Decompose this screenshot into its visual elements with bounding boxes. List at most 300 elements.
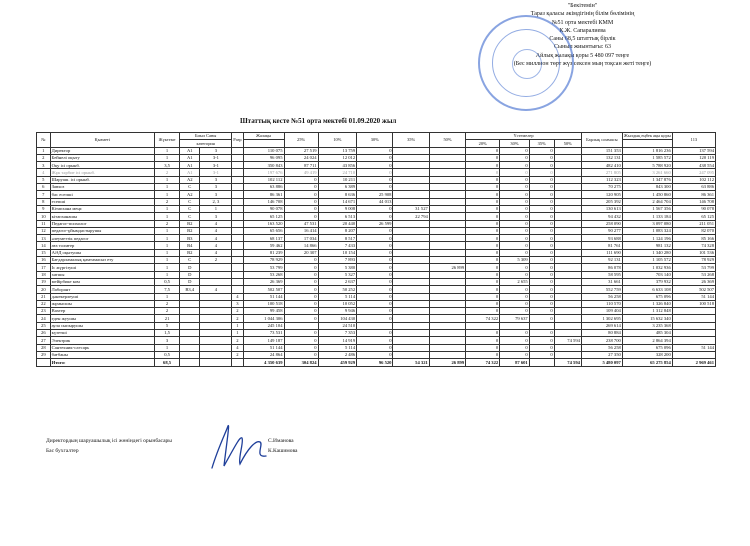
table-cell: 27 519 bbox=[284, 147, 318, 154]
table-cell bbox=[429, 315, 465, 322]
table-cell: 86 361 bbox=[672, 191, 715, 198]
table-cell: 2 bbox=[155, 220, 180, 227]
table-cell: 73 531 bbox=[243, 330, 284, 337]
table-row bbox=[37, 169, 716, 176]
table-cell: 1 bbox=[232, 322, 243, 329]
table-cell: 1 bbox=[200, 205, 232, 212]
col-salary-header: Жалақы bbox=[243, 133, 284, 140]
table-cell: 0 bbox=[466, 257, 500, 264]
table-cell: 2 bbox=[232, 308, 243, 315]
total-cell bbox=[200, 359, 232, 366]
table-cell: 7 bbox=[37, 191, 51, 198]
table-cell: 65 656 bbox=[243, 227, 284, 234]
table-cell: 0 bbox=[466, 162, 500, 169]
table-cell: 0 bbox=[357, 257, 393, 264]
table-row bbox=[37, 315, 716, 322]
table-cell: 211 051 bbox=[672, 220, 715, 227]
table-cell: 51 144 bbox=[672, 293, 715, 300]
total-cell: 96 520 bbox=[357, 359, 393, 366]
table-cell: 2 bbox=[155, 300, 180, 307]
table-cell: 90 277 bbox=[581, 227, 622, 234]
table-cell: 0 bbox=[284, 198, 318, 205]
table-cell: 70 275 bbox=[581, 184, 622, 191]
table-cell: 63 886 bbox=[672, 184, 715, 191]
table-cell: 44 013 bbox=[357, 198, 393, 205]
table-cell bbox=[554, 227, 581, 234]
table-cell: 0 bbox=[357, 315, 393, 322]
table-cell: 0 bbox=[357, 176, 393, 183]
table-cell bbox=[180, 344, 200, 351]
signatory-accountant-title: Бас бухгалтер bbox=[46, 448, 79, 454]
table-cell: 0 bbox=[500, 198, 530, 205]
table-row bbox=[37, 184, 716, 191]
table-cell: 0 bbox=[529, 191, 554, 198]
table-cell bbox=[429, 162, 465, 169]
table-cell bbox=[429, 191, 465, 198]
table-cell: 0 bbox=[466, 184, 500, 191]
table-cell: 552 759 bbox=[581, 286, 622, 293]
table-cell bbox=[672, 351, 715, 358]
table-cell: D bbox=[180, 278, 200, 285]
table-cell bbox=[554, 300, 581, 307]
table-cell: 16 414 bbox=[284, 227, 318, 234]
table-row bbox=[37, 308, 716, 315]
table-cell: 0 bbox=[357, 300, 393, 307]
table-cell: 2 bbox=[155, 169, 180, 176]
table-row bbox=[37, 264, 716, 271]
table-cell: 0 bbox=[529, 198, 554, 205]
table-cell: 28 bbox=[37, 344, 51, 351]
table-cell: 0 bbox=[466, 293, 500, 300]
table-cell: 2 bbox=[155, 198, 180, 205]
table-cell: 26 599 bbox=[357, 220, 393, 227]
table-cell: A2 bbox=[180, 176, 200, 183]
table-cell bbox=[232, 264, 243, 271]
table-cell: 16 bbox=[37, 257, 51, 264]
table-cell: 109 404 bbox=[581, 308, 622, 315]
col-annual-sub-header bbox=[622, 140, 672, 147]
table-cell: 0 bbox=[529, 227, 554, 234]
table-cell bbox=[393, 147, 429, 154]
table-cell bbox=[554, 271, 581, 278]
table-cell bbox=[232, 257, 243, 264]
table-cell: 0 bbox=[500, 235, 530, 242]
signatory-name-deputy: С.Иманова bbox=[268, 438, 294, 444]
table-cell bbox=[554, 293, 581, 300]
table-cell: 104 430 bbox=[318, 315, 357, 322]
total-cell: Итого: bbox=[50, 359, 154, 366]
table-cell bbox=[393, 351, 429, 358]
table-cell: 485 304 bbox=[622, 330, 672, 337]
staff-table bbox=[36, 132, 716, 367]
table-cell bbox=[232, 184, 243, 191]
table-cell: бағбаны bbox=[50, 351, 154, 358]
table-cell: 2 bbox=[232, 315, 243, 322]
table-cell: 11 bbox=[37, 220, 51, 227]
table-cell: 0 bbox=[500, 154, 530, 161]
table-cell: 85 166 bbox=[672, 235, 715, 242]
table-row bbox=[37, 249, 716, 256]
table-cell bbox=[429, 351, 465, 358]
table-cell bbox=[429, 322, 465, 329]
handwritten-signature bbox=[204, 418, 274, 478]
table-cell: 9 008 bbox=[318, 205, 357, 212]
table-cell bbox=[393, 278, 429, 285]
table-cell bbox=[393, 293, 429, 300]
table-cell: 0 bbox=[284, 286, 318, 293]
table-cell bbox=[672, 337, 715, 344]
table-cell: 5 bbox=[37, 176, 51, 183]
table-cell: Педагог-психолог bbox=[50, 220, 154, 227]
table-row bbox=[37, 293, 716, 300]
table-cell: 0 bbox=[357, 242, 393, 249]
table-row bbox=[37, 351, 716, 358]
table-row bbox=[37, 271, 716, 278]
table-cell bbox=[393, 271, 429, 278]
table-cell: 3 bbox=[155, 337, 180, 344]
table-cell bbox=[393, 242, 429, 249]
table-cell bbox=[554, 330, 581, 337]
col-category-sub-header: категория bbox=[180, 140, 232, 147]
table-row bbox=[37, 147, 716, 154]
table-cell: 43 856 bbox=[318, 162, 357, 169]
table-cell: 379 932 bbox=[622, 278, 672, 285]
table-cell: 3 bbox=[232, 300, 243, 307]
table-cell: 4 bbox=[232, 344, 243, 351]
table-cell: 0 bbox=[529, 257, 554, 264]
table-cell: 53 799 bbox=[672, 264, 715, 271]
table-cell: 1 585 572 bbox=[622, 154, 672, 161]
table-cell bbox=[232, 154, 243, 161]
table-cell bbox=[554, 322, 581, 329]
table-cell: Бағдарламалық қамтамасыз ету bbox=[50, 257, 154, 264]
table-cell: 675 096 bbox=[622, 344, 672, 351]
table-row bbox=[37, 227, 716, 234]
total-cell: 4 350 639 bbox=[243, 359, 284, 366]
table-cell: 1 bbox=[155, 147, 180, 154]
table-cell bbox=[200, 308, 232, 315]
table-cell: 0 bbox=[500, 162, 530, 169]
col-total-header: Барлық соммасы bbox=[581, 133, 622, 148]
col-a20-header: 20% bbox=[466, 140, 500, 147]
table-cell: 2 464 704 bbox=[622, 198, 672, 205]
table-cell: 0 bbox=[357, 162, 393, 169]
table-cell: 1 450 860 bbox=[622, 191, 672, 198]
table-cell: 0 bbox=[284, 191, 318, 198]
table-cell: 1 bbox=[155, 257, 180, 264]
table-cell bbox=[232, 162, 243, 169]
table-cell: 0 bbox=[357, 249, 393, 256]
table-cell bbox=[393, 344, 429, 351]
table-cell: 0 bbox=[466, 337, 500, 344]
table-cell bbox=[429, 330, 465, 337]
table-cell: 0 bbox=[466, 235, 500, 242]
col-25-header: 25% bbox=[284, 133, 318, 148]
signatory-name-accountant: К.Кашимова bbox=[268, 448, 298, 454]
table-cell: A1 bbox=[180, 154, 200, 161]
table-cell: 58 595 bbox=[581, 271, 622, 278]
table-cell: 7,5 bbox=[155, 286, 180, 293]
table-cell bbox=[554, 242, 581, 249]
table-cell: 59 462 bbox=[243, 242, 284, 249]
table-cell bbox=[232, 271, 243, 278]
table-cell: 0 bbox=[357, 337, 393, 344]
table-cell: 5 788 920 bbox=[622, 162, 672, 169]
table-cell: 502 507 bbox=[243, 286, 284, 293]
table-cell bbox=[232, 147, 243, 154]
table-cell: 0 bbox=[357, 227, 393, 234]
table-cell: 12 bbox=[37, 227, 51, 234]
table-cell: 87 711 bbox=[284, 162, 318, 169]
table-cell: A2 bbox=[180, 191, 200, 198]
table-cell: 2, 3 bbox=[200, 198, 232, 205]
table-cell: 0 bbox=[357, 293, 393, 300]
table-cell: 0 bbox=[529, 249, 554, 256]
table-cell bbox=[180, 337, 200, 344]
table-cell bbox=[554, 169, 581, 176]
table-cell: C bbox=[180, 205, 200, 212]
table-cell: 2 bbox=[37, 154, 51, 161]
official-stamp bbox=[478, 15, 574, 111]
table-cell: 49 419 bbox=[284, 169, 318, 176]
table-cell: 258 090 bbox=[581, 220, 622, 227]
table-cell: 0,5 bbox=[155, 278, 180, 285]
table-cell: 3 bbox=[200, 147, 232, 154]
table-row bbox=[37, 242, 716, 249]
table-cell: 271 805 bbox=[581, 169, 622, 176]
table-cell: 63 886 bbox=[243, 184, 284, 191]
table-cell: 99 458 bbox=[243, 308, 284, 315]
table-cell: 1 bbox=[155, 176, 180, 183]
total-cell: 459 929 bbox=[318, 359, 357, 366]
table-cell: 205 392 bbox=[581, 198, 622, 205]
table-cell: аға толмғер bbox=[50, 242, 154, 249]
approval-line: "Бекітемін" bbox=[567, 3, 598, 9]
table-cell bbox=[672, 330, 715, 337]
table-cell: 130 613 bbox=[581, 205, 622, 212]
table-cell bbox=[554, 191, 581, 198]
table-cell bbox=[429, 242, 465, 249]
table-row bbox=[37, 154, 716, 161]
table-cell: Директор bbox=[50, 147, 154, 154]
table-cell bbox=[429, 205, 465, 212]
total-cell: 26 899 bbox=[429, 359, 465, 366]
table-cell bbox=[232, 220, 243, 227]
table-cell: 0 bbox=[284, 257, 318, 264]
table-cell: 675 096 bbox=[622, 293, 672, 300]
table-cell bbox=[180, 322, 200, 329]
col-35-header: 35% bbox=[393, 133, 429, 148]
table-cell bbox=[554, 205, 581, 212]
table-cell: 0 bbox=[500, 300, 530, 307]
table-cell bbox=[232, 205, 243, 212]
table-cell bbox=[232, 227, 243, 234]
table-cell: 111 690 bbox=[581, 249, 622, 256]
table-cell: 3-1 bbox=[200, 169, 232, 176]
table-cell: 7 353 bbox=[318, 330, 357, 337]
total-cell: 304 824 bbox=[284, 359, 318, 366]
table-cell bbox=[180, 293, 200, 300]
table-cell: Жұк тәрбие ісі орынб. bbox=[50, 169, 154, 176]
table-cell bbox=[393, 198, 429, 205]
table-total-row bbox=[37, 359, 716, 366]
table-cell bbox=[554, 308, 581, 315]
table-cell bbox=[232, 286, 243, 293]
table-cell: 1 340 280 bbox=[622, 249, 672, 256]
table-cell: 15 bbox=[37, 249, 51, 256]
table-cell: 0 bbox=[529, 264, 554, 271]
table-cell: 1 302 695 bbox=[581, 315, 622, 322]
table-cell: 110 570 bbox=[581, 300, 622, 307]
table-cell: 0 bbox=[500, 184, 530, 191]
table-cell: 24 864 bbox=[243, 351, 284, 358]
table-cell bbox=[393, 169, 429, 176]
table-cell: 238 700 bbox=[581, 337, 622, 344]
table-cell: 120 905 bbox=[581, 191, 622, 198]
table-cell: 56 258 bbox=[581, 293, 622, 300]
table-cell: B2 bbox=[180, 249, 200, 256]
table-cell bbox=[180, 315, 200, 322]
table-cell: B2 bbox=[180, 220, 200, 227]
table-cell bbox=[554, 278, 581, 285]
table-cell: 26 369 bbox=[672, 278, 715, 285]
table-cell bbox=[393, 184, 429, 191]
table-cell bbox=[429, 213, 465, 220]
approval-line: К.Ж. Сапаралиева bbox=[559, 27, 606, 34]
table-cell bbox=[180, 351, 200, 358]
table-cell: 100 518 bbox=[672, 300, 715, 307]
table-cell: 25 908 bbox=[357, 191, 393, 198]
table-cell bbox=[429, 147, 465, 154]
table-cell: 703 140 bbox=[622, 271, 672, 278]
table-cell: педагог-ұйымдастырушы bbox=[50, 227, 154, 234]
table-cell: 0 bbox=[529, 184, 554, 191]
table-cell: 151 353 bbox=[581, 147, 622, 154]
table-cell: бас есепші bbox=[50, 191, 154, 198]
table-cell: 1 133 184 bbox=[622, 213, 672, 220]
table-cell: 0 bbox=[529, 330, 554, 337]
table-cell: 12 012 bbox=[318, 154, 357, 161]
table-cell: 482 410 bbox=[581, 162, 622, 169]
table-cell: 3 261 660 bbox=[622, 169, 672, 176]
table-cell: 24 024 bbox=[284, 154, 318, 161]
table-cell bbox=[232, 242, 243, 249]
table-cell bbox=[200, 278, 232, 285]
table-row bbox=[37, 235, 716, 242]
col-10-header: 10% bbox=[318, 133, 357, 148]
table-cell bbox=[554, 249, 581, 256]
table-cell: 0 bbox=[529, 220, 554, 227]
table-cell: 17 034 bbox=[284, 235, 318, 242]
table-cell: 3 bbox=[200, 176, 232, 183]
table-cell: A1 bbox=[180, 162, 200, 169]
table-cell: 1 bbox=[155, 242, 180, 249]
col-113-header: 113 bbox=[672, 133, 715, 148]
table-cell: 247 095 bbox=[672, 169, 715, 176]
table-cell: 102 112 bbox=[243, 176, 284, 183]
table-cell: 1 326 840 bbox=[622, 300, 672, 307]
table-cell: 0 bbox=[284, 278, 318, 285]
table-cell: B3 bbox=[180, 235, 200, 242]
table-cell: 0 bbox=[284, 205, 318, 212]
table-cell: 0 bbox=[529, 315, 554, 322]
table-cell: 0 bbox=[500, 286, 530, 293]
table-cell bbox=[554, 344, 581, 351]
table-cell: 4 bbox=[200, 227, 232, 234]
table-cell: 6 633 108 bbox=[622, 286, 672, 293]
table-cell: 0 bbox=[500, 242, 530, 249]
approval-line: Айлық жалақы қоры 5 480 097 теңге bbox=[535, 52, 630, 59]
table-cell bbox=[393, 257, 429, 264]
table-row bbox=[37, 337, 716, 344]
table-cell: 1 567 356 bbox=[622, 205, 672, 212]
table-cell: 3 235 368 bbox=[622, 322, 672, 329]
table-cell bbox=[200, 337, 232, 344]
table-cell: 26 369 bbox=[243, 278, 284, 285]
table-cell: 19 bbox=[37, 278, 51, 285]
table-row bbox=[37, 220, 716, 227]
table-cell: 0 bbox=[529, 308, 554, 315]
table-cell: 2 864 394 bbox=[622, 337, 672, 344]
table-cell bbox=[500, 322, 530, 329]
table-cell bbox=[429, 271, 465, 278]
table-cell: 2 655 bbox=[500, 278, 530, 285]
table-row bbox=[37, 205, 716, 212]
table-cell: 0 bbox=[357, 278, 393, 285]
table-cell: 0 bbox=[357, 271, 393, 278]
table-cell: 56 258 bbox=[581, 344, 622, 351]
table-cell: 1 bbox=[155, 235, 180, 242]
table-cell bbox=[180, 308, 200, 315]
table-cell bbox=[393, 322, 429, 329]
table-cell: 74 322 bbox=[466, 315, 500, 322]
table-cell: 7 893 bbox=[318, 257, 357, 264]
table-cell: 21 bbox=[155, 315, 180, 322]
table-cell: 82 070 bbox=[672, 227, 715, 234]
table-cell: 6 389 bbox=[318, 184, 357, 191]
table-cell: 269 614 bbox=[581, 322, 622, 329]
table-cell: 0 bbox=[529, 235, 554, 242]
table-cell: 1 bbox=[155, 227, 180, 234]
table-cell: 146 708 bbox=[243, 198, 284, 205]
table-cell: 0 bbox=[500, 344, 530, 351]
table-cell: 26 bbox=[37, 330, 51, 337]
table-cell bbox=[200, 293, 232, 300]
table-cell: C bbox=[180, 198, 200, 205]
table-cell: күзетші bbox=[50, 330, 154, 337]
approval-line: №51 орта мектебі КММ bbox=[551, 19, 614, 26]
table-cell: 10 bbox=[37, 213, 51, 220]
table-cell bbox=[554, 315, 581, 322]
table-cell: 24 510 bbox=[318, 322, 357, 329]
table-cell bbox=[429, 169, 465, 176]
table-row bbox=[37, 300, 716, 307]
table-cell: 0 bbox=[529, 344, 554, 351]
table-cell: 100 518 bbox=[243, 300, 284, 307]
table-cell: 0 bbox=[466, 330, 500, 337]
total-cell: 54 321 bbox=[393, 359, 429, 366]
table-cell: 1 bbox=[37, 147, 51, 154]
table-cell: B2 bbox=[180, 227, 200, 234]
table-cell: 0 bbox=[529, 300, 554, 307]
table-cell: 102 112 bbox=[672, 176, 715, 183]
table-cell: 0 bbox=[466, 198, 500, 205]
signatory-deputy-title: Директордың шаруашылық ісі жөніндегі орынбасары bbox=[46, 438, 172, 444]
table-cell bbox=[429, 257, 465, 264]
table-cell: 1 032 936 bbox=[622, 264, 672, 271]
table-cell: аула сыпырушы bbox=[50, 322, 154, 329]
table-cell: 10 211 bbox=[318, 176, 357, 183]
